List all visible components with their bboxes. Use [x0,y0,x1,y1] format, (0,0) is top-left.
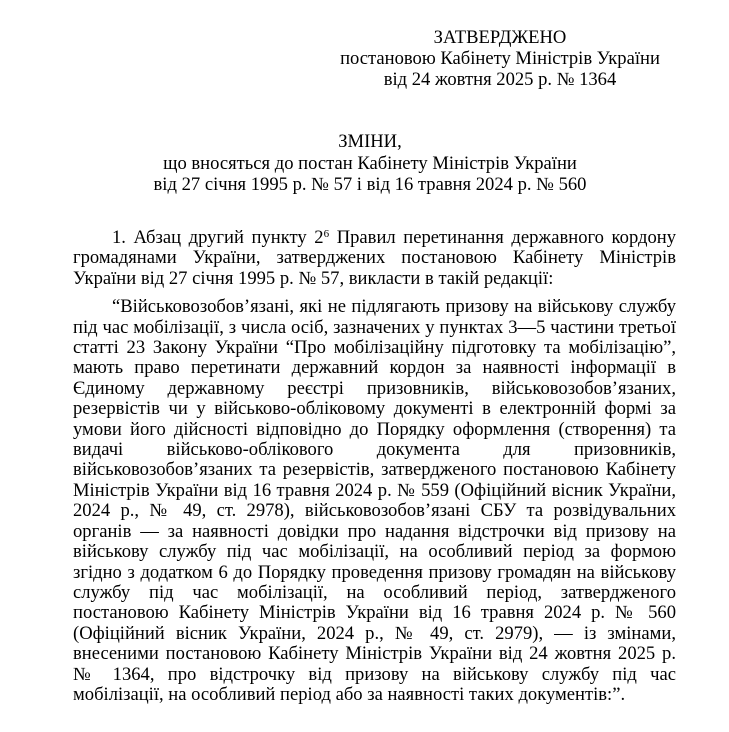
paragraph-1-superscript: 6 [323,228,330,240]
document-title-line-2: від 27 січня 1995 р. № 57 і від 16 травня 2024 р. № 560 [153,174,587,195]
approval-line-1: постановою Кабінету Міністрів України [340,48,660,69]
paragraph-2-quoted-text: “Військовозобов’язані, які не підлягають призову на військову службу під час мобілізації, з числа осіб, зазначених у пунктах 3—5 частини третьої статті 23 Закону України “Про мобілізаційну підготовку та мобілізацію”, мають право перетинати державний кордон за наявності інформації в Єдиному державному реєстрі призовників, військовозобов’язаних, резервістів чи у військово-обліковому документі в електронній формі за умови його дійсності відповідно до Порядку оформлення (створення) та видачі військово-облікового документа для призовників, військовозобов’язаних та резервістів, затвердженого постановою Кабінету Міністрів України від 16 травня 2024 р. № 559 (Офіційний вісник України, 2024 р., № 49, ст. 2978), військовозобов’язані СБУ та розвідувальних органів — за наявності довідки про надання відстрочки від призову на військову службу під час мобілізації, на особливий період за формою згідно з додатком 6 до Порядку проведення призову громадян на військову службу під час мобілізації, на особливий період, затвердженого постановою Кабінету Міністрів України від 16 травня 2024 р. № 560 (Офіційний вісник України, 2024 р., № 49, ст. 2979), — із змінами, внесеними постановою Кабінету Міністрів України від 24 жовтня 2025 р. № 1364, про відстрочку від призову на військову службу під час мобілізації, на особливий період або за наявності таких документів:”. [73,296,676,705]
document-body [73,228,676,705]
approval-line-2: від 24 жовтня 2025 р. № 1364 [383,69,617,90]
paragraph-1-rest: Правил перетинання державного кордону громадянами України, затверджених постановою Кабінету Міністрів України від 27 січня 1995 р. № 57, викласти в такій редакції: [73,227,676,289]
approval-heading: ЗАТВЕРДЖЕНО [433,27,567,48]
document-title-heading: ЗМІНИ, [338,131,402,152]
paragraph-1 [73,228,676,289]
paragraph-1-start: 1. Абзац другий пункту 2 [112,227,324,248]
document-title [110,131,630,196]
document-title-line-1: що вносяться до постан Кабінету Міністрів України [163,152,577,174]
approval-block [340,27,660,90]
